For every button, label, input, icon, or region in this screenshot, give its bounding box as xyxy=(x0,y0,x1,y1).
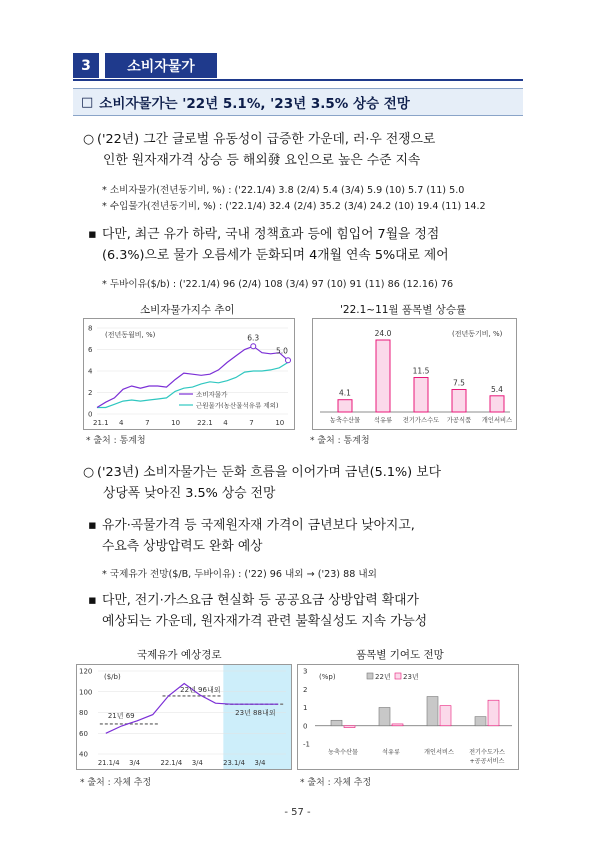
chart3-xtick: 3/4 xyxy=(191,759,203,767)
chart1-xtick: 22.1 xyxy=(197,419,213,427)
legend-cpi-label: 소비자물가 xyxy=(196,390,228,399)
avg-label-21: 21년 69 xyxy=(107,711,135,720)
contrib-bar-23 xyxy=(488,700,499,726)
para-decline-line2: (6.3%)으로 물가 오름세가 둔화되며 4개월 연속 5%대로 제어 xyxy=(102,248,449,263)
chart1-xtick: 10 xyxy=(275,419,285,427)
item-bar-label: 농축수산물 xyxy=(329,417,361,424)
para-utility-bullet: ▪ xyxy=(88,593,97,608)
chart3-source: * 출처 : 자체 추정 xyxy=(80,778,152,788)
section-header xyxy=(73,53,217,78)
item-bar-value: 7.5 xyxy=(453,378,465,388)
item-bar-value: 4.1 xyxy=(339,388,351,398)
contrib-category-label: 농축수산물 xyxy=(328,749,358,756)
section-title: 소비자물가 xyxy=(105,53,217,78)
item-bar xyxy=(490,396,504,412)
item-bar xyxy=(338,400,352,412)
para-2023-bullet: ○ xyxy=(83,465,95,480)
para-commodity xyxy=(102,515,527,557)
banner-text: 소비자물가는 '22년 5.1%, '23년 3.5% 상승 전망 xyxy=(99,96,410,112)
cpi-last-label: 5.0 xyxy=(276,346,288,356)
section-divider xyxy=(73,79,523,81)
para-2022 xyxy=(97,129,527,171)
chart4-unit: (%p) xyxy=(319,673,336,681)
para-commodity-line2: 수요측 상방압력도 완화 예상 xyxy=(102,539,263,554)
chart3-xtick: 21.1/4 xyxy=(97,759,120,767)
para-utility-line2: 예상되는 가운데, 원자재가격 관련 불확실성도 지속 가능성 xyxy=(102,614,428,629)
chart2-source: * 출처 : 통계청 xyxy=(310,436,370,446)
item-bar-label: 전기가스수도 xyxy=(402,417,440,424)
para-utility xyxy=(102,590,527,632)
cpi-peak-marker xyxy=(251,344,256,349)
para-2023 xyxy=(97,462,527,504)
para-utility-line1: 다만, 전기·가스요금 현실화 등 공공요금 상방압력 확대가 xyxy=(102,593,419,608)
item-bar-label: 석유류 xyxy=(373,417,393,424)
avg-label-22: 22년 96내외 xyxy=(180,685,221,694)
chart2-unit: (전년동기비, %) xyxy=(452,330,503,338)
item-bar-label: 가공식품 xyxy=(446,417,472,424)
item-bar-label: 개인서비스 xyxy=(481,417,513,424)
para-decline xyxy=(102,224,527,266)
legend-23-label: 23년 xyxy=(403,673,419,681)
para-2022-line2: 인한 원자재가격 상승 등 해외發 요인으로 높은 수준 지속 xyxy=(103,153,421,168)
item-bar-value: 11.5 xyxy=(412,366,430,376)
chart1-xtick: 7 xyxy=(249,419,254,427)
contrib-category-label: 석유류 xyxy=(382,749,400,756)
chart3-xtick: 3/4 xyxy=(129,759,141,767)
chart1-ytick: 2 xyxy=(88,389,93,397)
section-number: 3 xyxy=(73,53,99,78)
chart1-ytick: 0 xyxy=(88,410,93,419)
chart3-ytick: 60 xyxy=(79,729,88,738)
para-2022-bullet: ○ xyxy=(83,132,95,147)
chart3-xtick: 22.1/4 xyxy=(160,759,183,767)
chart1-xtick: 7 xyxy=(145,419,150,427)
contribution-chart xyxy=(297,664,519,770)
chart3-ytick: 40 xyxy=(79,750,88,759)
item-bar xyxy=(376,340,390,412)
chart3-unit: ($/b) xyxy=(104,673,121,681)
chart3-ytick: 120 xyxy=(79,667,93,676)
chart3-ytick: 100 xyxy=(79,688,93,697)
chart3-ytick: 80 xyxy=(79,709,88,717)
legend-core-label: 근원물가(농산물석유류 제외) xyxy=(196,401,279,410)
chart2-title: '22.1~11월 품목별 상승률 xyxy=(340,304,467,316)
legend-22-swatch xyxy=(367,673,373,679)
cpi-last-marker xyxy=(286,358,291,363)
chart3-title: 국제유가 예상경로 xyxy=(137,649,222,661)
chart1-ytick: 6 xyxy=(88,346,93,354)
item-bar-value: 24.0 xyxy=(374,329,392,338)
chart1-unit: (전년동월비, %) xyxy=(105,331,156,339)
chart1-xtick: 4 xyxy=(223,419,228,427)
legend-23-swatch xyxy=(395,673,401,679)
checkbox-square-icon: □ xyxy=(81,94,94,110)
item-bar xyxy=(414,378,428,413)
chart4-ytick: 1 xyxy=(303,704,308,712)
chart4-ytick: 3 xyxy=(303,667,308,676)
chart4-ytick: -1 xyxy=(303,740,310,749)
contrib-category-label: 전기수도가스 xyxy=(469,749,505,756)
contrib-bar-23 xyxy=(440,706,451,726)
contrib-bar-23 xyxy=(392,724,403,726)
chart4-ytick: 2 xyxy=(303,685,308,694)
note-oil-outlook: * 국제유가 전망($/B, 두바이유) : ('22) 96 내외 → ('23) 88 내외 xyxy=(102,569,377,580)
legend-22-label: 22년 xyxy=(375,673,391,681)
chart1-xtick: 10 xyxy=(171,419,181,427)
contrib-bar-22 xyxy=(475,717,486,726)
chart1-ytick: 8 xyxy=(88,324,93,333)
chart1-xtick: 21.1 xyxy=(93,419,109,427)
cpi-peak-label: 6.3 xyxy=(247,333,260,343)
chart1-ytick: 4 xyxy=(88,367,93,376)
chart1-xtick: 4 xyxy=(119,419,124,427)
contrib-category-label: 개인서비스 xyxy=(424,749,454,756)
avg-label-23: 23년 88내외 xyxy=(235,709,276,718)
para-2023-line1: ('23년) 소비자물가는 둔화 흐름을 이어가며 금년(5.1%) 보다 xyxy=(97,465,441,480)
item-inflation-chart xyxy=(312,318,517,430)
summary-banner xyxy=(73,88,523,116)
chart3-xtick: 23.1/4 xyxy=(223,759,245,767)
cpi-trend-chart xyxy=(83,318,295,430)
chart4-source: * 출처 : 자체 추정 xyxy=(300,778,372,788)
chart4-ytick: 0 xyxy=(303,722,308,731)
para-commodity-line1: 유가·곡물가격 등 국제원자재 가격이 금년보다 낮아지고, xyxy=(102,518,415,533)
chart1-source: * 출처 : 통계청 xyxy=(86,436,146,446)
chart1-title: 소비자물가지수 추이 xyxy=(140,304,235,316)
chart4-title: 품목별 기여도 전망 xyxy=(356,649,444,661)
chart3-xtick: 3/4 xyxy=(254,759,266,767)
para-decline-bullet: ▪ xyxy=(88,227,97,242)
note-dubai: * 두바이유($/b) : ('22.1/4) 96 (2/4) 108 (3/4) 97 (10) 91 (11) 86 (12.16) 76 xyxy=(102,279,454,290)
item-bar-value: 5.4 xyxy=(491,384,503,394)
contrib-bar-23 xyxy=(344,726,355,728)
page-number: - 57 - xyxy=(284,807,311,818)
para-2022-line1: ('22년) 그간 글로벌 유동성이 급증한 가운데, 러·우 전쟁으로 xyxy=(97,132,436,147)
contrib-bar-22 xyxy=(427,697,438,726)
contrib-bar-22 xyxy=(331,720,342,725)
oil-price-chart xyxy=(76,664,292,770)
para-commodity-bullet: ▪ xyxy=(88,518,97,533)
para-2023-line2: 상당폭 낮아진 3.5% 상승 전망 xyxy=(103,486,276,501)
note-cpi: * 소비자물가(전년동기비, %) : ('22.1/4) 3.8 (2/4) 5.4 (3/4) 5.9 (10) 5.7 (11) 5.0 xyxy=(102,185,465,196)
para-decline-line1: 다만, 최근 유가 하락, 국내 정책효과 등에 힘입어 7월을 정점 xyxy=(102,227,440,242)
contrib-category-label-2: +공공서비스 xyxy=(469,758,505,765)
note-import-price: * 수입물가(전년동기비, %) : ('22.1/4) 32.4 (2/4) 35.2 (3/4) 24.2 (10) 19.4 (11) 14.2 xyxy=(102,201,486,212)
contrib-bar-22 xyxy=(379,708,390,726)
item-bar xyxy=(452,390,466,413)
